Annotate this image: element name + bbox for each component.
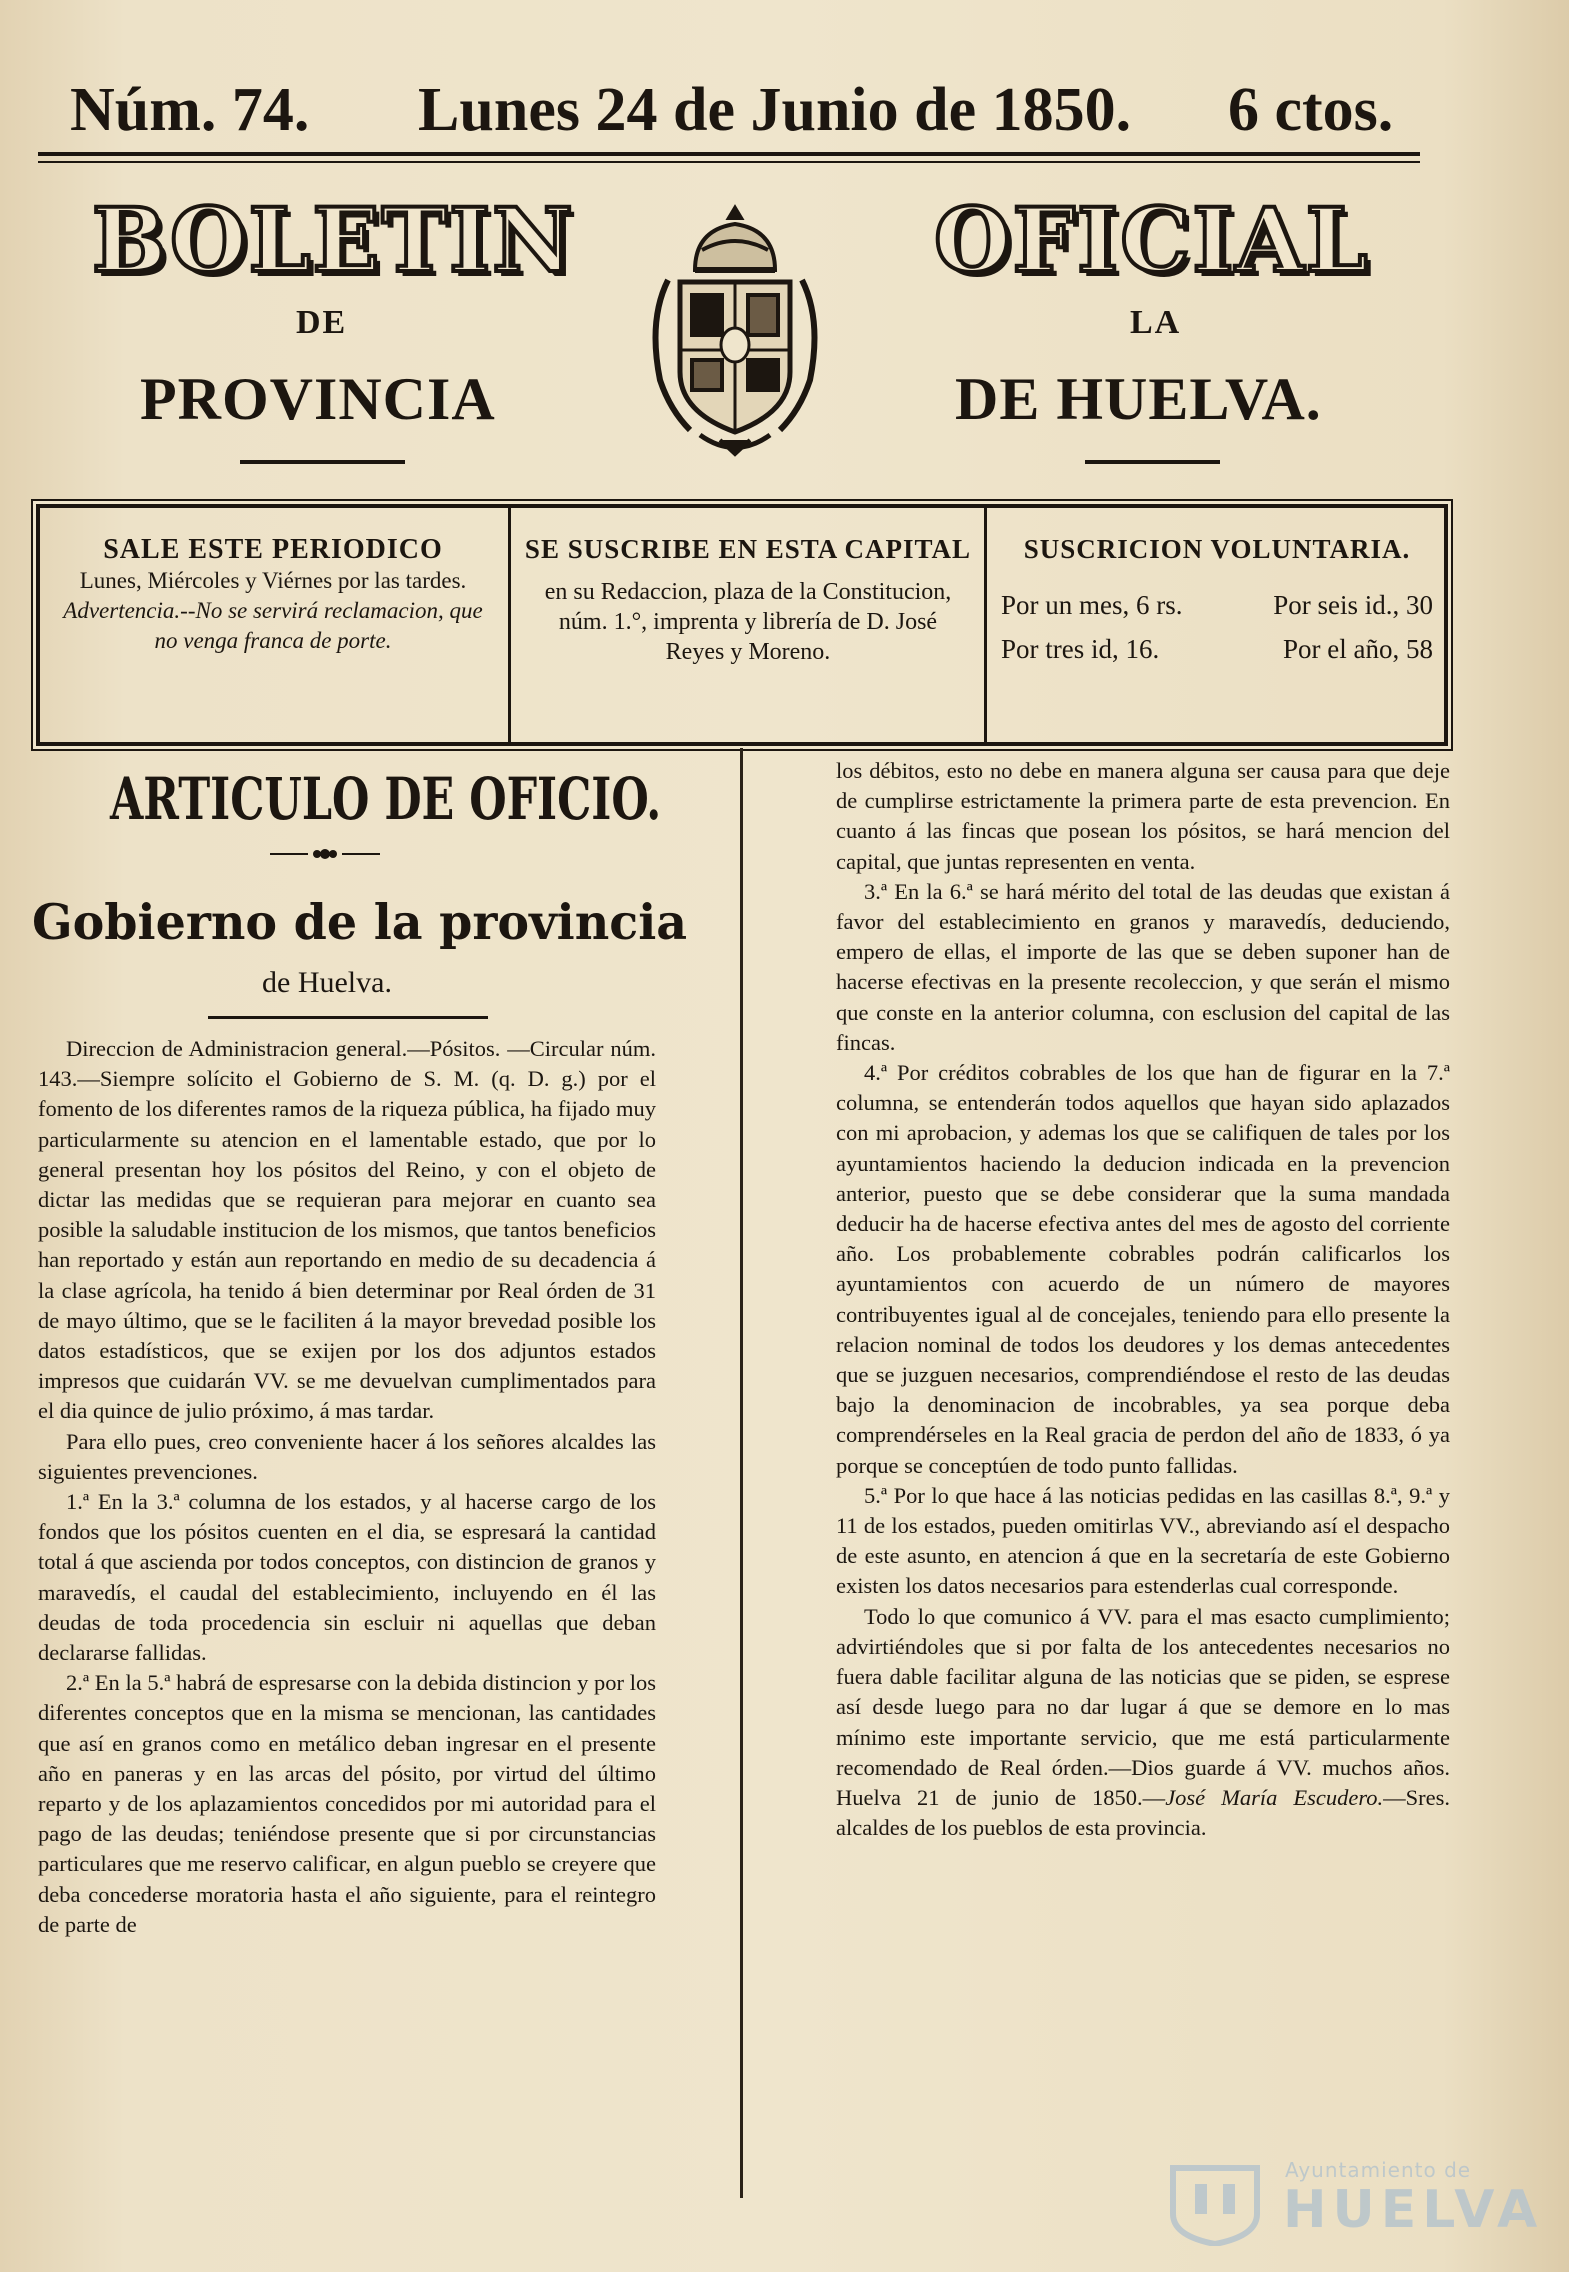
- subscription-info-box: [36, 504, 1448, 746]
- section-title: ARTICULO DE OFICIO.: [110, 765, 662, 833]
- column-divider: [740, 748, 743, 2198]
- ornament-icon: [270, 848, 380, 860]
- fee-one-month: Por un mes, 6 rs.: [1001, 590, 1183, 620]
- masthead-rule-right: [1085, 460, 1220, 464]
- government-subtitle: de Huelva.: [262, 966, 392, 999]
- city-shield-icon: [1165, 2162, 1265, 2246]
- right-column: [836, 756, 1450, 1843]
- masthead-de: DE: [296, 304, 348, 341]
- left-paragraph: Direccion de Administracion general.—Pósitos. —Circular núm. 143.—Siempre solícito el Gobierno de S. M. (q. D. g.) por el fomento de los diferentes ramos de la riqueza pública, ha fijado muy particularmente su atencion en el lamentable estado, que por lo general presentan hoy los pósitos del Reino, y con el objeto de dictar las medidas que se requieran para mejorar en cuanto sea posible la saludable institucion de los mismos, que tantos beneficios han reportado y están aun reportando en medio de su decadencia á la clase agrícola, ha tenido á bien determinar por Real órden de 31 de mayo último, que se le faciliten á la mayor brevedad posible los datos estadísticos, que se exijen por los dos adjuntos estados impresos que cuidarán VV. se me devuelvan cumplimentados para el dia quince de julio próximo, á mas tardar.: [38, 1036, 656, 1424]
- issue-line: [60, 70, 1420, 150]
- right-paragraph: los débitos, esto no debe en manera alguna ser causa para que deje de cumplirse estrictamente la primera parte de esta prevencion. En cuanto á las fincas que posean los pósitos, se hará mencion del capital, que juntas representen en venta.: [836, 758, 1450, 874]
- government-rule: [208, 1016, 488, 1019]
- fees-row-2: [987, 627, 1447, 671]
- masthead-boletin: BOLETIN: [92, 188, 575, 292]
- royal-crest-icon: [640, 200, 830, 460]
- right-paragraph-final: [836, 1602, 1450, 1844]
- closing-addressees: —Sres. alcaldes de los pueblos de esta provincia.: [836, 1784, 1451, 1841]
- schedule-text: Lunes, Miércoles y Viérnes por las tardes.: [79, 568, 467, 593]
- issue-price: 6 ctos.: [1228, 76, 1394, 144]
- left-paragraph: 1.ª En la 3.ª columna de los estados, y al hacerse cargo de los fondos que los pósitos cuenten en el dia, se espresará la cantidad total á que ascienda por todos conceptos, con distincion de granos y maravedís, el caudal del establecimiento, incluyendo en él las deudas de toda procedencia sin escluir ni aquellas que deban declararse fallidas.: [38, 1489, 656, 1666]
- top-rule: [38, 152, 1420, 163]
- info-column-fees: [984, 508, 1447, 742]
- fees-heading: SUSCRICION VOLUNTARIA.: [1023, 534, 1411, 564]
- info-column-subscribe: [508, 508, 985, 742]
- info-column-schedule: [40, 508, 506, 742]
- fee-three-months: Por tres id, 16.: [1001, 634, 1160, 664]
- issue-number: Núm. 74.: [70, 76, 310, 144]
- fee-six-months: Por seis id., 30: [1273, 590, 1433, 620]
- left-paragraph: 2.ª En la 5.ª habrá de espresarse con la debida distincion y por los diferentes conceptos que en la misma se mencionan, las cantidades que así en granos como en metálico deban ingresar en el presente año en paneras y en las arcas del pósito, por virtud del último reparto y de los aplazamientos concedidos por mi autoridad para el pago de las deudas; teniéndose presente que si por circunstancias particulares que me reservo calificar, en algun pueblo se creyere que deba concederse moratoria hasta el año siguiente, para el reintegro de parte de: [38, 1670, 656, 1937]
- closing-paragraph: Todo lo que comunico á VV. para el mas esacto cumplimiento; advirtiéndoles que si por falta de los antecedentes necesarios no fuera dable facilitar alguna de las noticias que se piden, se esprese así desde luego para no dar lugar á que se demore en lo mas mínimo este importante servicio, que me está particularmente recomendado de Real órden.—Dios guarde á VV. muchos años. Huelva 21 de junio de 1850.—: [836, 1603, 1450, 1810]
- watermark-line1: Ayuntamiento de: [1285, 2158, 1472, 2182]
- left-paragraph: Para ello pues, creo conveniente hacer á los señores alcaldes las siguientes prevenciones.: [38, 1428, 656, 1484]
- government-title: Gobierno de la provincia: [32, 893, 688, 951]
- masthead-huelva: DE HUELVA.: [955, 366, 1322, 432]
- subscribe-text: en su Redaccion, plaza de la Constitucion, núm. 1.°, imprenta y librería de D. José Reyes y Moreno.: [544, 579, 952, 665]
- archive-watermark: [1165, 2158, 1544, 2248]
- fees-row-1: [987, 583, 1447, 627]
- schedule-heading: SALE ESTE PERIODICO: [103, 534, 443, 565]
- right-paragraph: 4.ª Por créditos cobrables de los que han de figurar en la 7.ª columna, se entenderán todos aquellos que hayan sido aplazados con mi aprobacion, y ademas los que se califiquen de tales por los ayuntamientos haciendo la deducion indicada en la prevencion anterior, puesto que se debe considerar que la suma mandada deducir ha de hacerse efectiva antes del mes de agosto del corriente año. Los probablemente cobrables podrán calificarlos los ayuntamientos con acuerdo de un número de mayores contribuyentes igual al de concejales, teniendo para ello presente la relacion nominal de todos los deudores y los demas antecedentes que se juzguen necesarios, comprendiéndose el resto de las deudas bajo la denominacion de incobrables, ya sea porque deba comprendérseles en la Real gracia de perdon del año de 1833, ó ya porque se conceptúen de todo punto fallidas.: [836, 1060, 1450, 1478]
- notice-label: Advertencia.: [63, 598, 181, 623]
- watermark-line2: HUELVA: [1283, 2180, 1544, 2240]
- notice-body: --No se servirá reclamacion, que no venga franca de porte.: [154, 598, 483, 653]
- right-paragraph: 5.ª Por lo que hace á las noticias pedidas en las casillas 8.ª, 9.ª y 11 de los estados, pueden omitirlas VV., abreviando así el despacho de este asunto, en atencion á que en la secretaría de este Gobierno existen los datos necesarios para estenderlas cual corresponde.: [836, 1482, 1450, 1599]
- masthead-rule-left: [240, 460, 405, 464]
- signature: José María Escudero.: [1165, 1784, 1384, 1810]
- notice-text: [40, 596, 506, 656]
- fee-one-year: Por el año, 58: [1283, 634, 1433, 664]
- issue-date: Lunes 24 de Junio de 1850.: [418, 76, 1132, 144]
- subscribe-heading: SE SUSCRIBE EN ESTA CAPITAL: [524, 534, 972, 564]
- masthead-provincia: PROVINCIA: [140, 366, 496, 432]
- left-column: [38, 1034, 656, 1940]
- right-paragraph: 3.ª En la 6.ª se hará mérito del total de las deudas que existan á favor del establecimiento en granos y maravedís, deduciendo, empero de ellas, el importe de las que se deben suponer han de hacerse efectivas en la presente recoleccion, y que serán el mismo que conste en la anterior columna, con esclusion del capital de las fincas.: [836, 878, 1450, 1055]
- masthead-oficial: OFICIAL: [934, 188, 1370, 292]
- masthead-la: LA: [1130, 304, 1182, 341]
